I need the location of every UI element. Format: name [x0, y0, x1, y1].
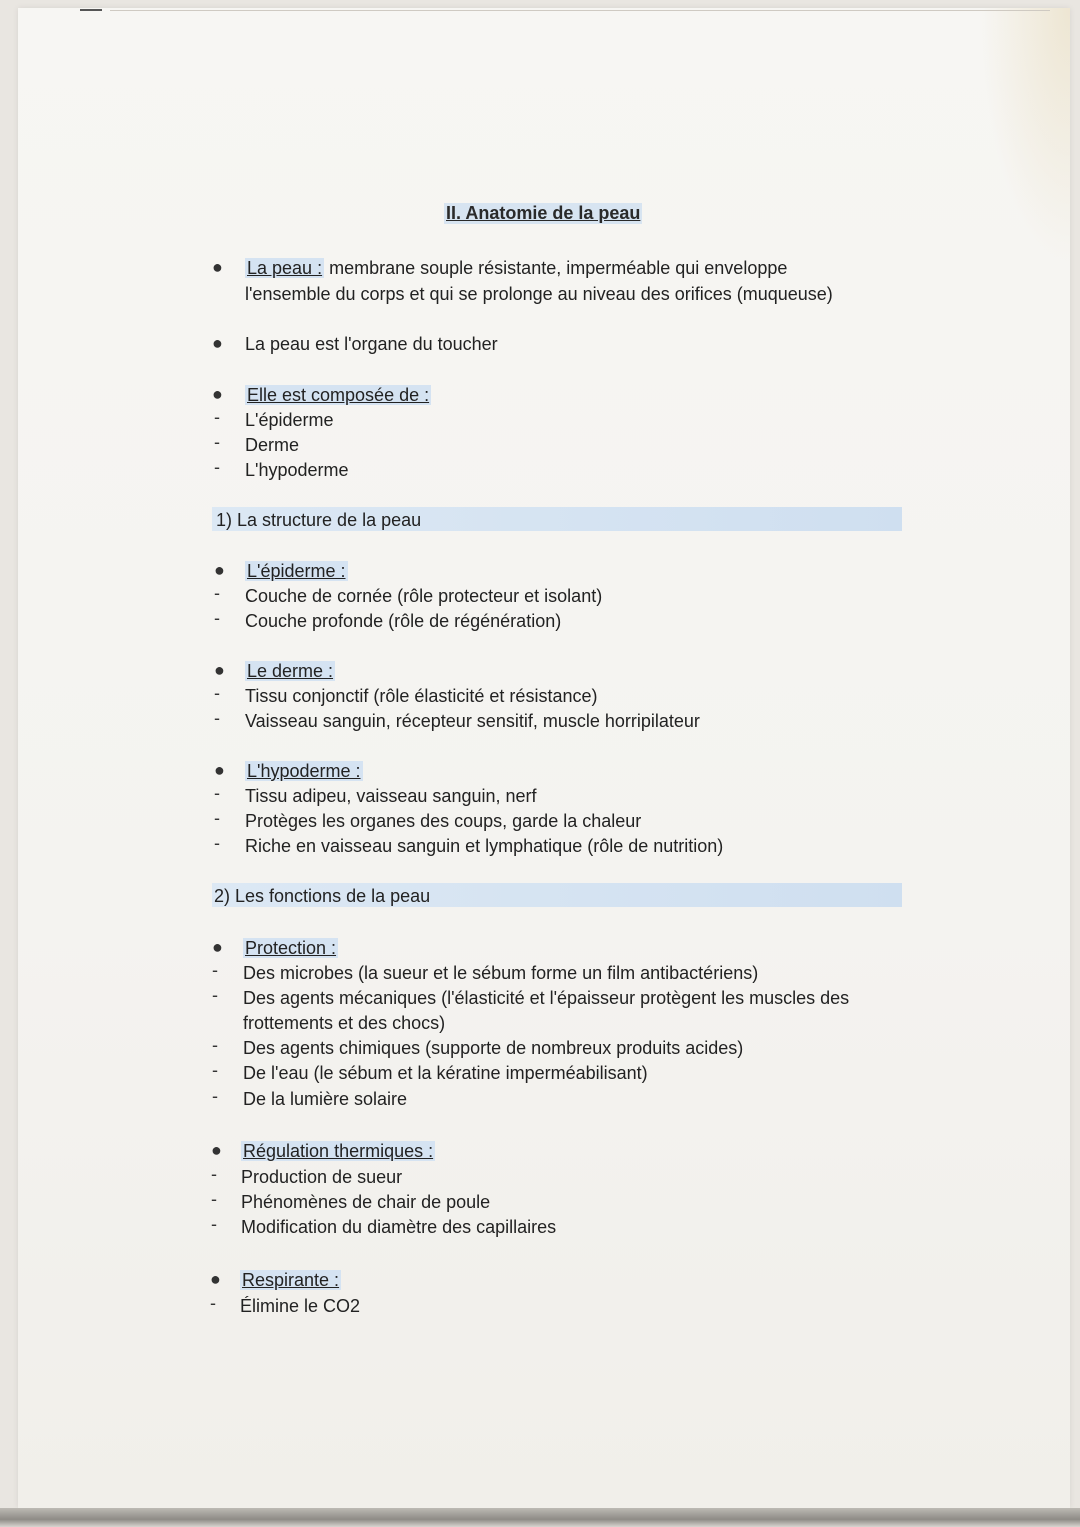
- dash-icon: -: [211, 1214, 217, 1234]
- dash-icon: -: [214, 833, 220, 853]
- composee-label: Elle est composée de :: [247, 385, 430, 405]
- section-2-heading: 2) Les fonctions de la peau: [214, 886, 431, 906]
- bullet-icon: ●: [214, 760, 225, 780]
- dash-icon: -: [214, 407, 220, 427]
- scan-top-edge: [110, 10, 1050, 11]
- protection-label: Protection :: [245, 938, 337, 958]
- dash-icon: -: [212, 960, 218, 980]
- section-1-heading: 1) La structure de la peau: [216, 510, 422, 530]
- list-item: De la lumière solaire: [243, 1089, 408, 1109]
- dash-icon: -: [211, 1164, 217, 1184]
- regulation-label: Régulation thermiques :: [243, 1141, 434, 1161]
- dash-icon: -: [212, 1086, 218, 1106]
- list-item: Protèges les organes des coups, garde la chaleur: [245, 811, 642, 831]
- respirante-label-row: [240, 1267, 341, 1293]
- bullet-icon: ●: [212, 333, 223, 353]
- dash-icon: -: [212, 1060, 218, 1080]
- toucher-text: La peau est l'organe du toucher: [245, 334, 498, 354]
- bullet-icon: ●: [212, 937, 223, 957]
- list-item: Des microbes (la sueur et le sébum forme un film antibactériens): [243, 963, 759, 983]
- page-title: II. Anatomie de la peau: [446, 203, 641, 223]
- scan-mark: [80, 9, 102, 11]
- list-item-continuation: frottements et des chocs): [243, 1013, 446, 1033]
- dash-icon: -: [214, 608, 220, 628]
- list-item: Des agents mécaniques (l'élasticité et l'épaisseur protègent les muscles des: [243, 988, 850, 1008]
- dash-icon: -: [214, 457, 220, 477]
- bullet-icon: ●: [214, 660, 225, 680]
- derme-label: Le derme :: [247, 661, 334, 681]
- list-item: L'épiderme: [245, 410, 334, 430]
- dash-icon: -: [212, 1035, 218, 1055]
- bullet-icon: ●: [212, 257, 223, 277]
- respirante-label: Respirante :: [242, 1270, 340, 1290]
- peau-definition-line-2: l'ensemble du corps et qui se prolonge au niveau des orifices (muqueuse): [245, 284, 833, 304]
- list-item: Des agents chimiques (supporte de nombreux produits acides): [243, 1038, 744, 1058]
- bullet-icon: ●: [214, 560, 225, 580]
- dash-icon: -: [211, 1189, 217, 1209]
- list-item: Riche en vaisseau sanguin et lymphatique (rôle de nutrition): [245, 836, 724, 856]
- peau-definition-line-1: [245, 255, 787, 281]
- list-item: De l'eau (le sébum et la kératine imperméabilisant): [243, 1063, 648, 1083]
- list-item: Phénomènes de chair de poule: [241, 1192, 491, 1212]
- list-item: L'hypoderme: [245, 460, 349, 480]
- list-item: Derme: [245, 435, 300, 455]
- bullet-icon: ●: [210, 1269, 221, 1289]
- epiderme-label-row: [245, 558, 348, 584]
- dash-icon: -: [214, 808, 220, 828]
- paper-sheet: [18, 8, 1070, 1508]
- dash-icon: -: [214, 708, 220, 728]
- epiderme-label: L'épiderme :: [247, 561, 346, 581]
- scan-bottom-edge: [0, 1508, 1080, 1527]
- bullet-icon: ●: [211, 1140, 222, 1160]
- list-item: Production de sueur: [241, 1167, 403, 1187]
- list-item: Vaisseau sanguin, récepteur sensitif, muscle horripilateur: [245, 711, 700, 731]
- list-item: Couche profonde (rôle de régénération): [245, 611, 562, 631]
- list-item: Tissu adipeu, vaisseau sanguin, nerf: [245, 786, 537, 806]
- peau-term: La peau :: [247, 258, 323, 278]
- dash-icon: -: [214, 683, 220, 703]
- peau-definition-text: membrane souple résistante, imperméable qui enveloppe: [329, 258, 788, 278]
- hypoderme-label: L'hypoderme :: [247, 761, 361, 781]
- list-item: Modification du diamètre des capillaires: [241, 1217, 557, 1237]
- dash-icon: -: [214, 432, 220, 452]
- dash-icon: -: [212, 985, 218, 1005]
- regulation-label-row: [241, 1138, 435, 1164]
- bullet-icon: ●: [212, 384, 223, 404]
- protection-label-row: [243, 935, 338, 961]
- dash-icon: -: [214, 583, 220, 603]
- dash-icon: -: [214, 783, 220, 803]
- list-item: Tissu conjonctif (rôle élasticité et résistance): [245, 686, 598, 706]
- dash-icon: -: [210, 1293, 216, 1313]
- derme-label-row: [245, 658, 335, 684]
- hypoderme-label-row: [245, 758, 363, 784]
- composee-label-row: [245, 382, 431, 408]
- list-item: Élimine le CO2: [240, 1296, 361, 1316]
- list-item: Couche de cornée (rôle protecteur et isolant): [245, 586, 603, 606]
